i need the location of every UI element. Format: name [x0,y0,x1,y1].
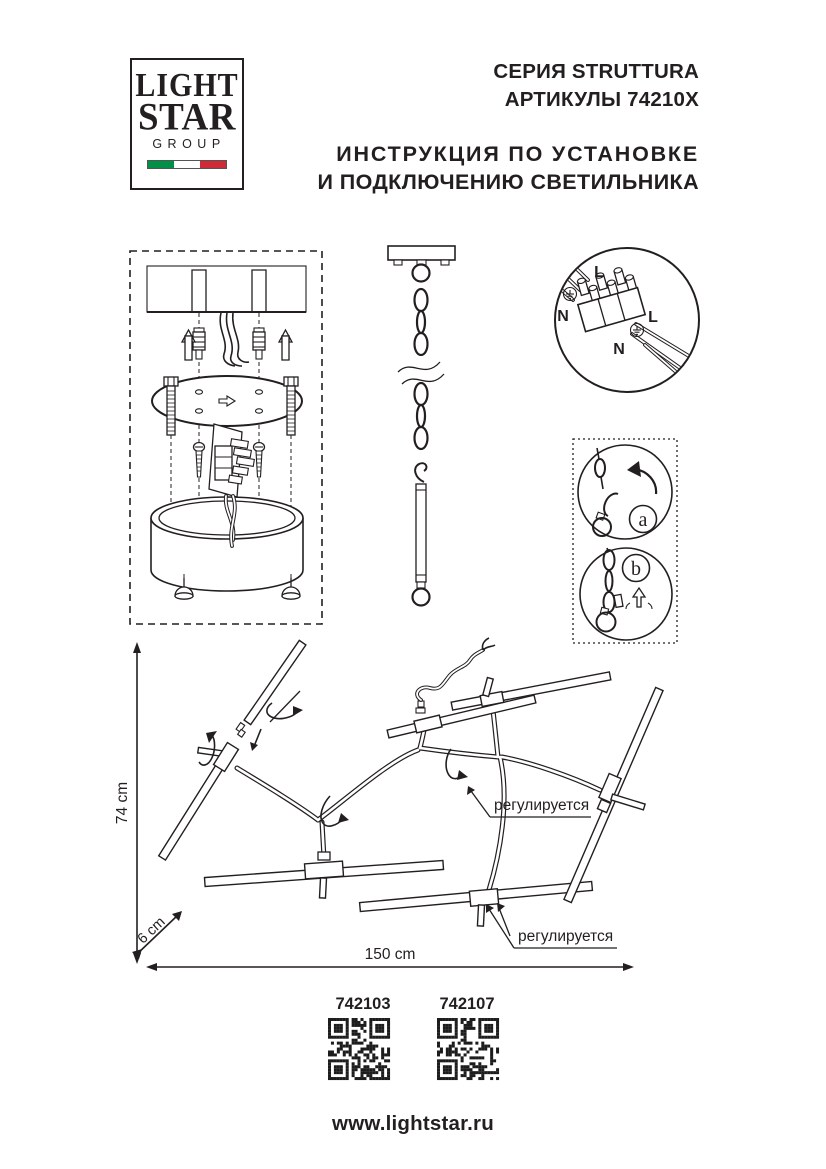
dim-height-label: 74 cm [114,781,131,825]
top-rod-with-cord [387,638,536,738]
label-live-terminal: L [594,264,604,281]
screw-left [194,443,205,478]
website-url: www.lightstar.ru [332,1112,494,1135]
hanging-ring [413,265,430,282]
article-code-1: 742103 [335,995,391,1013]
bottom-right-rod [360,881,593,926]
suspension-rod [413,463,430,605]
power-cord [483,645,495,650]
rotate-arrowhead [627,461,641,477]
article-code-2: 742107 [439,995,495,1013]
insert-arrow-icon [633,588,645,607]
terminal-block-assembly [209,424,254,497]
logo-word-star: STAR [138,95,236,140]
qr-code-742103 [328,1018,390,1080]
detail-b-label: b [631,558,641,580]
logo-word-group: GROUP [152,137,226,151]
adjustable-callout-1 [467,786,591,817]
label-neutral-wire: N [613,341,625,358]
article-codes [328,995,499,1080]
dim-width-label: 150 cm [364,946,416,963]
label-live-wire: L [648,309,658,326]
cap-nut-right [282,578,300,599]
adjustable-label-1: регулируется [494,797,590,814]
suspension-parts-diagram [388,246,455,606]
chandelier-assembly-diagram [159,638,663,948]
screw-right [254,443,265,478]
dim-diameter-label: 6 cm [134,914,169,948]
detail-b-circle [580,548,672,640]
series-name: СЕРИЯ STRUTTURA [493,60,699,83]
detail-a-label: a [638,509,648,531]
series-articles: АРТИКУЛЫ 74210X [504,88,699,111]
adjustable-label-2: регулируется [518,928,614,945]
title-line-2: И ПОДКЛЮЧЕНИЮ СВЕТИЛЬНИКА [317,169,699,194]
chain [398,289,444,449]
qr-code-742107 [437,1018,499,1080]
right-diagonal-rod [564,687,663,902]
chain-adjustment-detail [573,439,677,643]
left-rod [159,731,239,860]
detail-a-circle [578,445,672,539]
bottom-left-rod [204,852,443,898]
wall-plug-left [193,328,205,359]
mounting-diagram [130,251,322,624]
ceiling-bar [388,246,455,260]
logo-word-light: LIGHT [135,66,239,104]
detached-rod [236,640,306,751]
wiring-detail-circle [531,238,706,398]
insert-direction-arrowhead [250,742,258,751]
adjustable-callout-2 [486,903,617,948]
title-line-1: ИНСТРУКЦИЯ ПО УСТАНОВКЕ [336,142,699,166]
label-neutral-terminal: N [557,308,569,325]
wall-plug-right [253,328,265,359]
